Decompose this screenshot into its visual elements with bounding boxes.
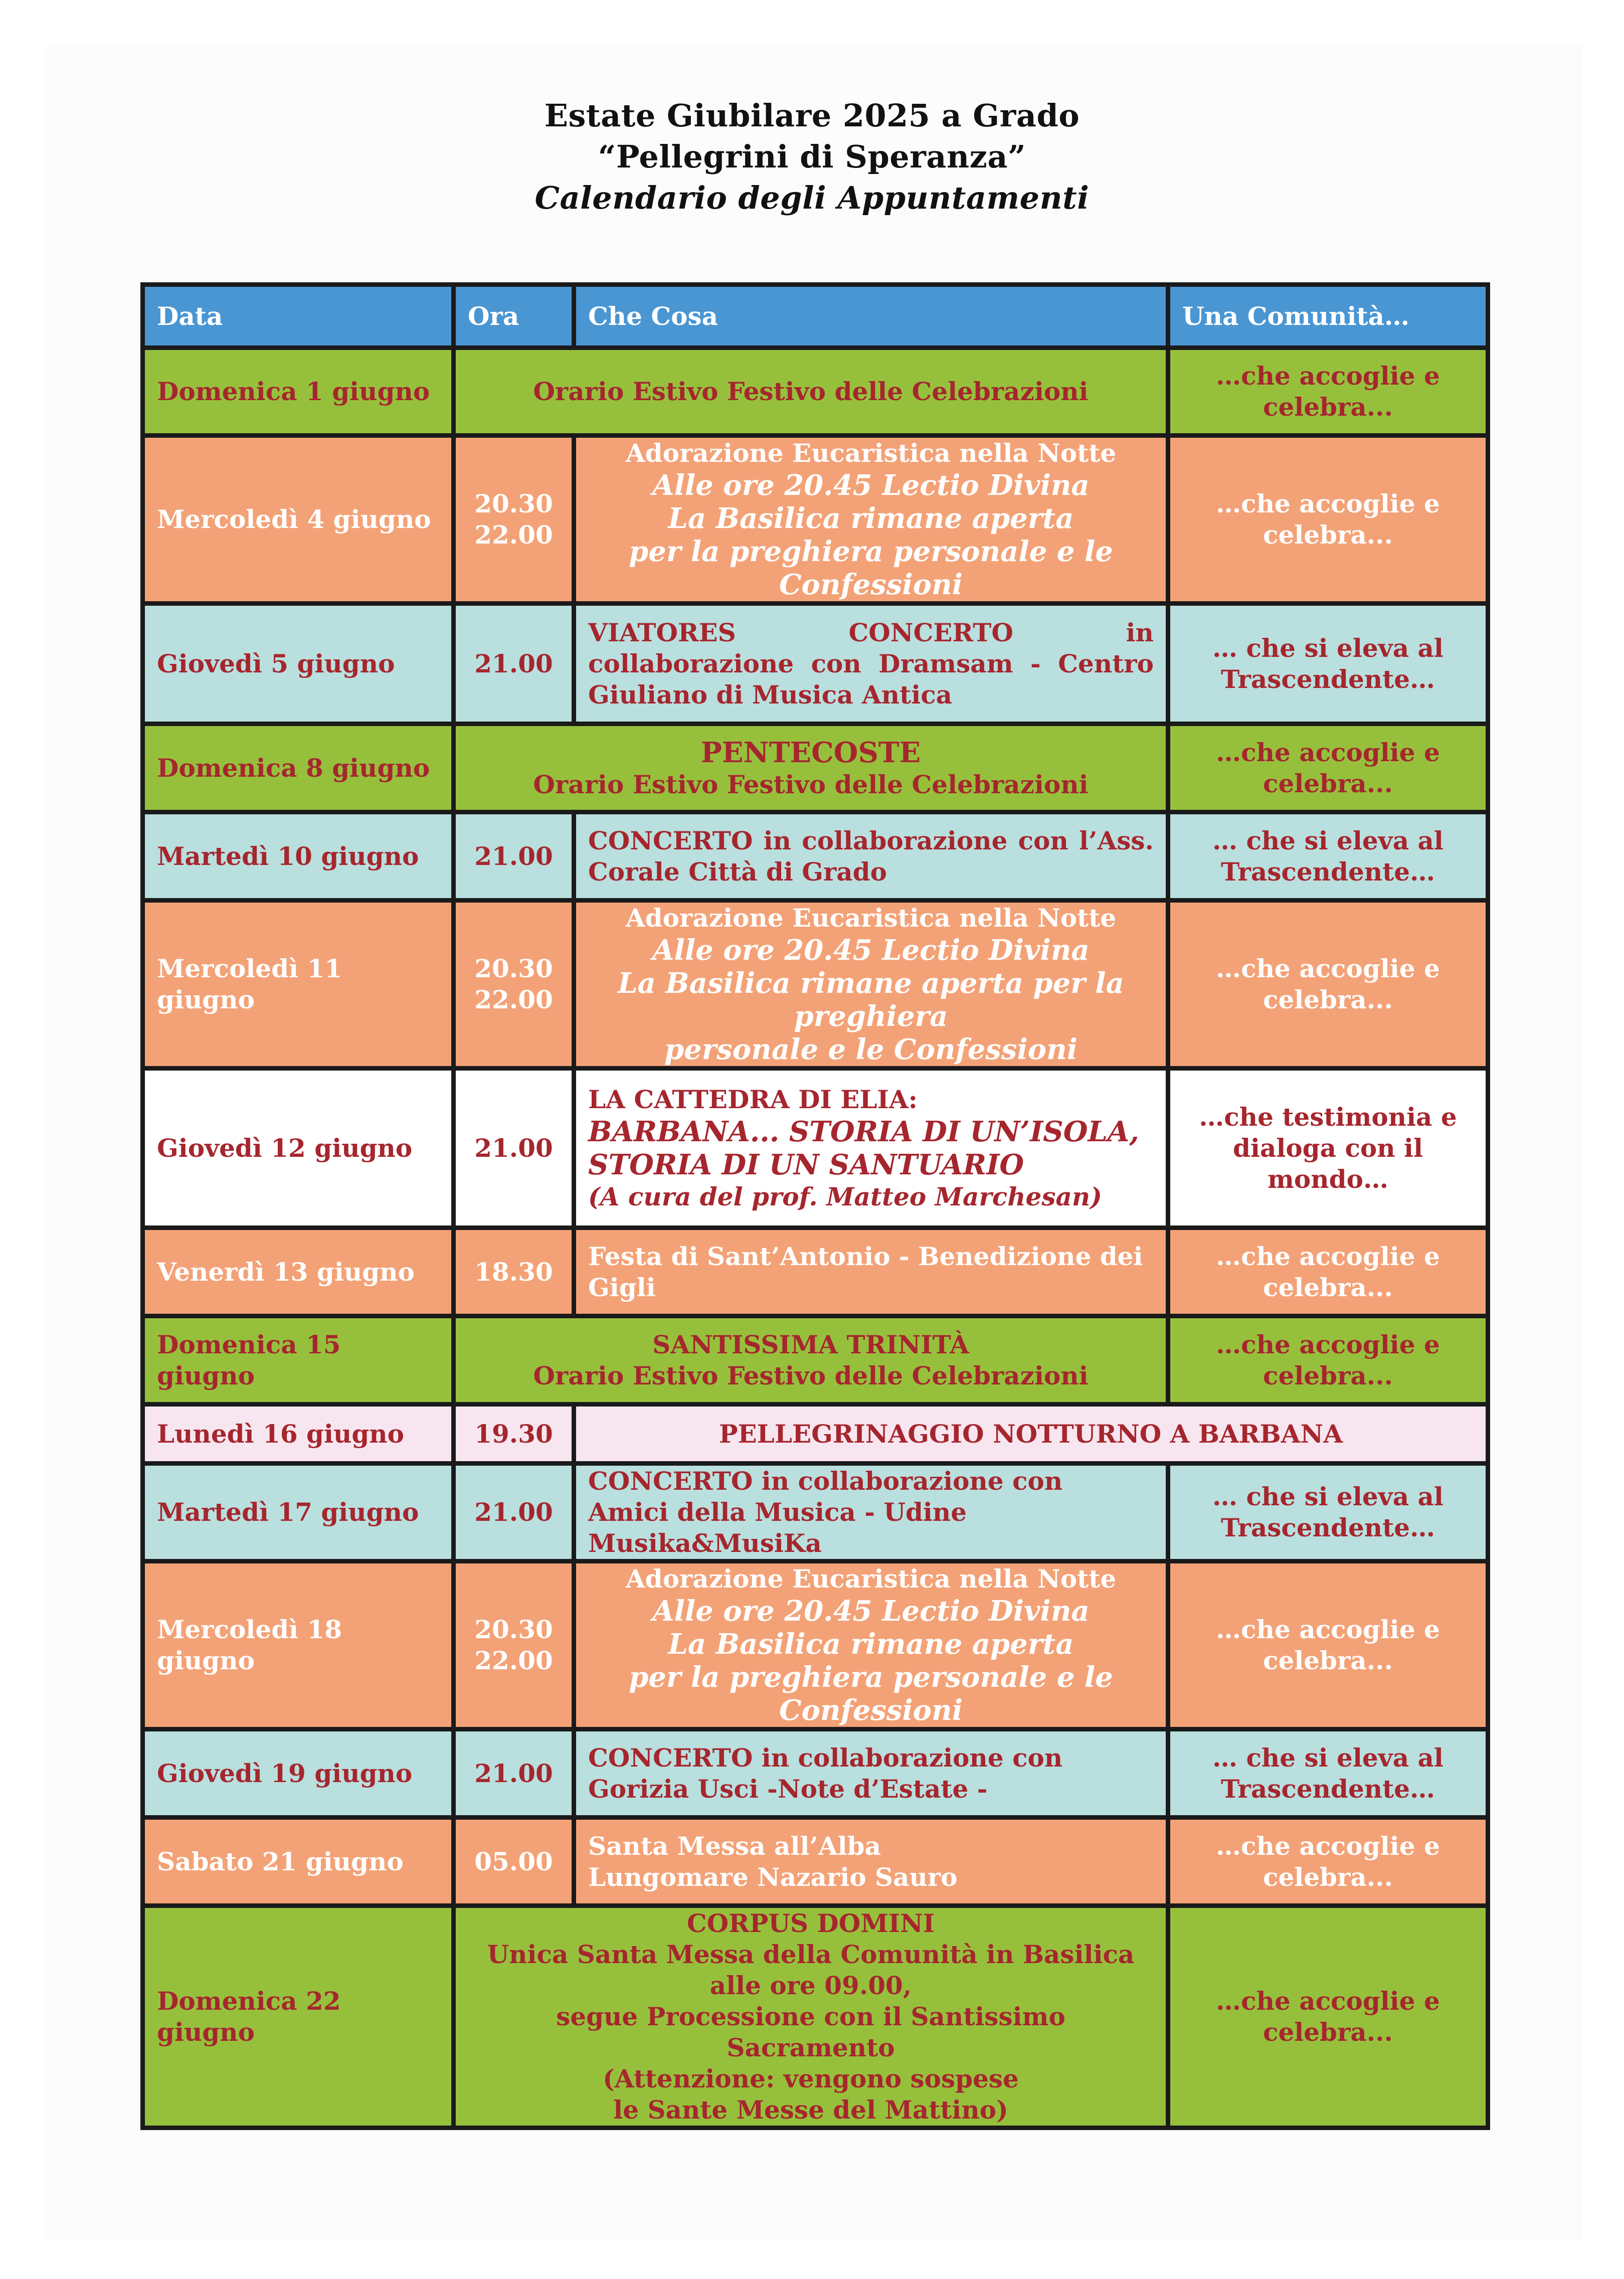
calendar-table bbox=[140, 282, 1490, 2130]
row-community bbox=[1168, 1316, 1488, 1405]
what-line: Santa Messa all’Alba bbox=[588, 1831, 881, 1861]
what-line: Alle ore 20.45 Lectio Divina bbox=[652, 469, 1090, 502]
row-time bbox=[454, 812, 574, 901]
what-line: Alle ore 20.45 Lectio Divina bbox=[652, 1595, 1090, 1628]
table-row bbox=[143, 812, 1488, 901]
row-time bbox=[454, 901, 574, 1069]
what-line: le Sante Messe del Mattino) bbox=[613, 2095, 1008, 2125]
row-what bbox=[574, 1405, 1488, 1464]
table-row bbox=[143, 1818, 1488, 1906]
community-line: …che accoglie e bbox=[1216, 1831, 1440, 1861]
row-what bbox=[574, 604, 1168, 724]
row-what bbox=[574, 901, 1168, 1069]
time-line: 20.30 bbox=[474, 954, 553, 983]
what-line: Amici della Musica - Udine Musika&MusiKa bbox=[588, 1497, 967, 1558]
row-community bbox=[1168, 1906, 1488, 2128]
what-line: per la preghiera personale e le Confessioni bbox=[629, 1661, 1113, 1727]
time-line: 05.00 bbox=[474, 1846, 553, 1876]
what-line: PENTECOSTE bbox=[700, 736, 921, 769]
heading-title: Estate Giubilare 2025 a Grado bbox=[544, 97, 1080, 134]
community-line: Trascendente… bbox=[1220, 664, 1435, 694]
row-community bbox=[1168, 604, 1488, 724]
row-time bbox=[454, 1818, 574, 1906]
row-what bbox=[574, 1464, 1168, 1561]
row-what bbox=[574, 1228, 1168, 1316]
table-row bbox=[143, 901, 1488, 1069]
what-line: CONCERTO in collaborazione con bbox=[588, 1742, 1063, 1773]
header-time: Ora bbox=[454, 285, 574, 348]
community-line: Trascendente… bbox=[1220, 1774, 1435, 1804]
community-line: …che accoglie e bbox=[1216, 1615, 1440, 1644]
row-date: Mercoledì 18 giugno bbox=[143, 1561, 454, 1729]
time-line: 22.00 bbox=[474, 520, 553, 550]
row-community bbox=[1168, 901, 1488, 1069]
table-row bbox=[143, 1729, 1488, 1818]
row-date: Domenica 22 giugno bbox=[143, 1906, 454, 2128]
row-what bbox=[574, 1069, 1168, 1228]
what-line: PELLEGRINAGGIO NOTTURNO A BARBANA bbox=[718, 1419, 1343, 1449]
time-line: 20.30 bbox=[474, 1615, 553, 1644]
what-line: LA CATTEDRA DI ELIA: bbox=[588, 1084, 918, 1114]
what-line: Orario Estivo Festivo delle Celebrazioni bbox=[533, 1360, 1089, 1390]
row-what bbox=[574, 1818, 1168, 1906]
community-line: … che si eleva al bbox=[1212, 1742, 1443, 1773]
row-what bbox=[574, 1561, 1168, 1729]
row-date: Martedì 17 giugno bbox=[143, 1464, 454, 1561]
row-community bbox=[1168, 812, 1488, 901]
community-line: celebra... bbox=[1263, 768, 1393, 798]
community-line: Trascendente… bbox=[1220, 856, 1435, 887]
community-line: celebra... bbox=[1263, 985, 1393, 1014]
what-line: La Basilica rimane aperta per la preghiera bbox=[618, 967, 1124, 1033]
row-community bbox=[1168, 724, 1488, 812]
row-date: Mercoledì 11 giugno bbox=[143, 901, 454, 1069]
table-row bbox=[143, 1906, 1488, 2128]
table-row bbox=[143, 1316, 1488, 1405]
table-row bbox=[143, 1069, 1488, 1228]
table-header-row bbox=[143, 285, 1488, 348]
row-community bbox=[1168, 1729, 1488, 1818]
what-line: SANTISSIMA TRINITÀ bbox=[652, 1329, 969, 1359]
row-date: Martedì 10 giugno bbox=[143, 812, 454, 901]
community-line: …che accoglie e bbox=[1216, 737, 1440, 767]
community-line: celebra... bbox=[1263, 520, 1393, 550]
table-row bbox=[143, 348, 1488, 436]
community-line: …che testimonia e bbox=[1199, 1102, 1457, 1132]
row-time bbox=[454, 1228, 574, 1316]
community-line: …che accoglie e bbox=[1216, 489, 1440, 518]
row-date: Giovedì 19 giugno bbox=[143, 1729, 454, 1818]
community-line: …che accoglie e bbox=[1216, 1329, 1440, 1359]
row-time bbox=[454, 436, 574, 604]
what-line: (Attenzione: vengono sospese bbox=[603, 2064, 1019, 2093]
what-line: CONCERTO in collaborazione con l’Ass. Corale Città di Grado bbox=[588, 825, 1154, 887]
community-line: celebra... bbox=[1263, 1360, 1393, 1390]
row-time bbox=[454, 1729, 574, 1818]
row-time bbox=[454, 1561, 574, 1729]
table-row bbox=[143, 1405, 1488, 1464]
community-line: … che si eleva al bbox=[1212, 633, 1443, 663]
what-line: Lungomare Nazario Sauro bbox=[588, 1862, 958, 1892]
row-community bbox=[1168, 1228, 1488, 1316]
community-line: …che accoglie e bbox=[1216, 1241, 1440, 1271]
what-line: Adorazione Eucaristica nella Notte bbox=[625, 903, 1117, 933]
row-time bbox=[454, 1069, 574, 1228]
time-line: 18.30 bbox=[474, 1257, 553, 1287]
community-line: celebra... bbox=[1263, 392, 1393, 422]
row-what bbox=[454, 1316, 1168, 1405]
what-line: (A cura del prof. Matteo Marchesan) bbox=[588, 1181, 1102, 1211]
row-community bbox=[1168, 1561, 1488, 1729]
community-line: Trascendente… bbox=[1220, 1513, 1435, 1542]
what-line: La Basilica rimane aperta bbox=[668, 502, 1074, 535]
what-line: Orario Estivo Festivo delle Celebrazioni bbox=[533, 769, 1089, 799]
what-line: personale e le Confessioni bbox=[664, 1033, 1078, 1066]
community-line: …che accoglie e bbox=[1216, 361, 1440, 391]
row-date: Lunedì 16 giugno bbox=[143, 1405, 454, 1464]
time-line: 21.00 bbox=[474, 841, 553, 871]
row-time bbox=[454, 1405, 574, 1464]
table-row bbox=[143, 436, 1488, 604]
community-line: celebra... bbox=[1263, 1862, 1393, 1892]
row-date: Sabato 21 giugno bbox=[143, 1818, 454, 1906]
heading-subtitle: “Pellegrini di Speranza” bbox=[598, 138, 1026, 175]
time-line: 20.30 bbox=[474, 489, 553, 518]
row-time bbox=[454, 1464, 574, 1561]
row-what bbox=[454, 348, 1168, 436]
row-date: Domenica 8 giugno bbox=[143, 724, 454, 812]
header-date: Data bbox=[143, 285, 454, 348]
community-line: … che si eleva al bbox=[1212, 1482, 1443, 1511]
what-line: BARBANA... STORIA DI UN’ISOLA, bbox=[588, 1115, 1139, 1148]
time-line: 21.00 bbox=[474, 1497, 553, 1527]
what-line: Gorizia Usci -Note d’Estate - bbox=[588, 1774, 988, 1804]
time-line: 22.00 bbox=[474, 1646, 553, 1675]
what-line: per la preghiera personale e le Confessioni bbox=[629, 535, 1113, 601]
what-line: segue Processione con il Santissimo Sacramento bbox=[556, 2002, 1065, 2062]
what-line: alle ore 09.00, bbox=[709, 1971, 912, 2000]
community-line: … che si eleva al bbox=[1212, 825, 1443, 855]
row-what bbox=[454, 1906, 1168, 2128]
time-line: 21.00 bbox=[474, 1133, 553, 1163]
table-row bbox=[143, 604, 1488, 724]
row-what bbox=[574, 436, 1168, 604]
row-date: Domenica 15 giugno bbox=[143, 1316, 454, 1405]
community-line: …che accoglie e bbox=[1216, 954, 1440, 983]
header-community: Una Comunità… bbox=[1168, 285, 1488, 348]
community-line: …che accoglie e bbox=[1216, 1986, 1440, 2016]
what-line: Orario Estivo Festivo delle Celebrazioni bbox=[533, 377, 1089, 406]
row-date: Giovedì 5 giugno bbox=[143, 604, 454, 724]
heading-caption: Calendario degli Appuntamenti bbox=[534, 180, 1090, 216]
row-community bbox=[1168, 1464, 1488, 1561]
time-line: 19.30 bbox=[474, 1419, 553, 1449]
what-line: CONCERTO in collaborazione con bbox=[588, 1466, 1063, 1496]
row-time bbox=[454, 604, 574, 724]
what-line: Unica Santa Messa della Comunità in Basilica bbox=[487, 1940, 1135, 1969]
table-row bbox=[143, 724, 1488, 812]
what-line: La Basilica rimane aperta bbox=[668, 1628, 1074, 1661]
header-what: Che Cosa bbox=[574, 285, 1168, 348]
what-line: STORIA DI UN SANTUARIO bbox=[588, 1148, 1024, 1181]
row-community bbox=[1168, 1818, 1488, 1906]
what-line: VIATORES CONCERTO in collaborazione con Dramsam - Centro Giuliano di Musica Antica bbox=[588, 617, 1154, 710]
table-row bbox=[143, 1561, 1488, 1729]
row-community bbox=[1168, 436, 1488, 604]
what-line: CORPUS DOMINI bbox=[686, 1908, 935, 1938]
what-line: Adorazione Eucaristica nella Notte bbox=[625, 1564, 1117, 1594]
community-line: dialoga con il mondo… bbox=[1232, 1133, 1423, 1194]
what-line: Festa di Sant’Antonio - Benedizione dei Gigli bbox=[588, 1241, 1143, 1302]
table-row bbox=[143, 1228, 1488, 1316]
document-heading bbox=[0, 95, 1624, 219]
row-date: Domenica 1 giugno bbox=[143, 348, 454, 436]
time-line: 22.00 bbox=[474, 985, 553, 1014]
community-line: celebra... bbox=[1263, 2017, 1393, 2047]
row-community bbox=[1168, 1069, 1488, 1228]
table-row bbox=[143, 1464, 1488, 1561]
what-line: Adorazione Eucaristica nella Notte bbox=[625, 438, 1117, 468]
time-line: 21.00 bbox=[474, 648, 553, 678]
row-what bbox=[574, 1729, 1168, 1818]
row-date: Giovedì 12 giugno bbox=[143, 1069, 454, 1228]
what-line: Alle ore 20.45 Lectio Divina bbox=[652, 934, 1090, 967]
time-line: 21.00 bbox=[474, 1758, 553, 1788]
row-what bbox=[574, 812, 1168, 901]
row-community bbox=[1168, 348, 1488, 436]
community-line: celebra... bbox=[1263, 1272, 1393, 1302]
row-date: Mercoledì 4 giugno bbox=[143, 436, 454, 604]
row-date: Venerdì 13 giugno bbox=[143, 1228, 454, 1316]
community-line: celebra... bbox=[1263, 1646, 1393, 1675]
row-what bbox=[454, 724, 1168, 812]
